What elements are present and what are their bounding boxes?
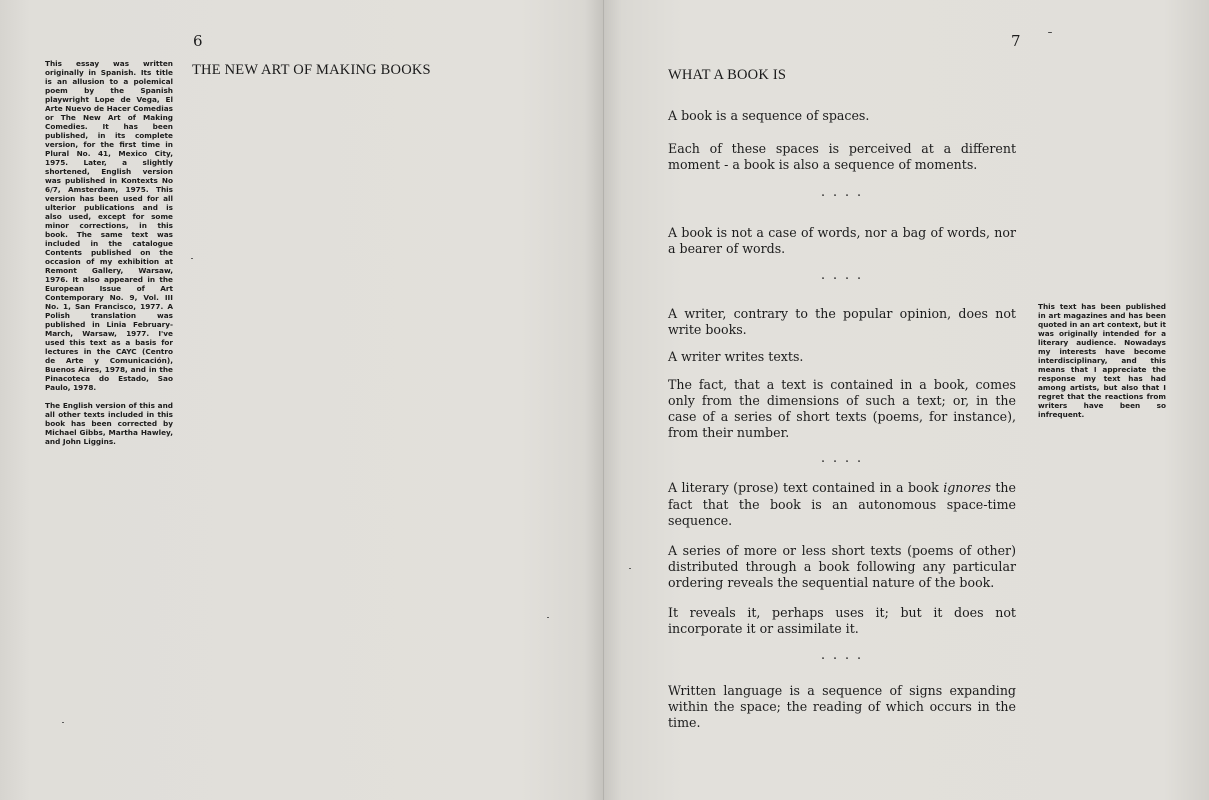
section-separator: . . . . — [820, 183, 864, 199]
paragraph-8: A series of more or less short texts (poems of other) distributed through a book following any particular ordering reveals the sequential nature of the book. — [668, 543, 1016, 591]
right-page-number: 7 — [1011, 32, 1021, 50]
left-sidenote-paragraph-2: The English version of this and all other texts included in this book has been corrected by Michael Gibbs, Martha Hawley, and John Liggins. — [45, 401, 173, 446]
paragraph-7-text-end: the fact that the book is an autonomous space-time sequence. — [668, 480, 1016, 528]
left-page — [0, 0, 604, 800]
section-separator: . . . . — [820, 647, 864, 663]
paper-speck — [1048, 32, 1052, 33]
paragraph-10: Written language is a sequence of signs expanding within the space; the reading of which occurs in the time. — [668, 683, 1016, 731]
left-page-title: THE NEW ART OF MAKING BOOKS — [192, 62, 431, 78]
paragraph-7 — [668, 480, 1016, 529]
left-sidenote — [45, 59, 173, 455]
left-page-number: 6 — [193, 32, 203, 50]
section-separator: . . . . — [820, 267, 864, 283]
paragraph-3: A book is not a case of words, nor a bag of words, nor a bearer of words. — [668, 224, 1016, 256]
paper-speck — [191, 258, 193, 259]
paragraph-6: The fact, that a text is contained in a book, comes only from the dimensions of such a text; or, in the case of a series of short texts (poems, for instance), from their number. — [668, 376, 1016, 441]
paragraph-5: A writer writes texts. — [668, 349, 804, 365]
paragraph-4: A writer, contrary to the popular opinion, does not write books. — [668, 306, 1016, 338]
right-page-title: WHAT A BOOK IS — [668, 67, 787, 83]
paragraph-7-text-start: A literary (prose) text contained in a book — [668, 480, 944, 496]
left-sidenote-paragraph-1: This essay was written originally in Spanish. Its title is an allusion to a polemical poem by the Spanish playwright Lope de Vega, El Arte Nuevo de Hacer Comedias or The New Art of Making Comedies. It has been published, in its complete version, for the first time in Plural No. 41, Mexico City, 1975. Later, a slightly shortened, English version was published in Kontexts No 6/7, Amsterdam, 1975. This version has been used for all ulterior publications and is also used, except for some minor corrections, in this book. The same text was included in the catalogue Contents published on the occasion of my exhibition at Remont Gallery, Warsaw, 1976. It also appeared in the European Issue of Art Contemporary No. 9, Vol. III No. 1, San Francisco, 1977. A Polish translation was published in Linia February-March, Warsaw, 1977. I've used this text as a basis for lectures in the CAYC (Centro de Arte y Comunicación), Buenos Aires, 1978, and in the Pinacoteca do Estado, Sao Paulo, 1978. — [45, 59, 173, 392]
right-sidenote: This text has been published in art magazines and has been quoted in an art context, but it was originally intended for a literary audience. Nowadays my interests have become interdisciplinary, and this means that I appreciate the response my text has had among artists, but also that I regret that the reactions from writers have been so infrequent. — [1038, 302, 1166, 419]
right-page-body — [668, 108, 1016, 732]
paper-speck — [62, 722, 64, 723]
section-separator: . . . . — [820, 450, 864, 466]
paragraph-2: Each of these spaces is perceived at a different moment - a book is also a sequence of moments. — [668, 141, 1016, 173]
paragraph-9: It reveals it, perhaps uses it; but it does not incorporate it or assimilate it. — [668, 604, 1016, 636]
paragraph-7-emphasis: ignores — [943, 480, 991, 496]
paragraph-1: A book is a sequence of spaces. — [668, 108, 870, 123]
paper-speck — [547, 617, 549, 618]
paper-speck — [629, 568, 631, 569]
